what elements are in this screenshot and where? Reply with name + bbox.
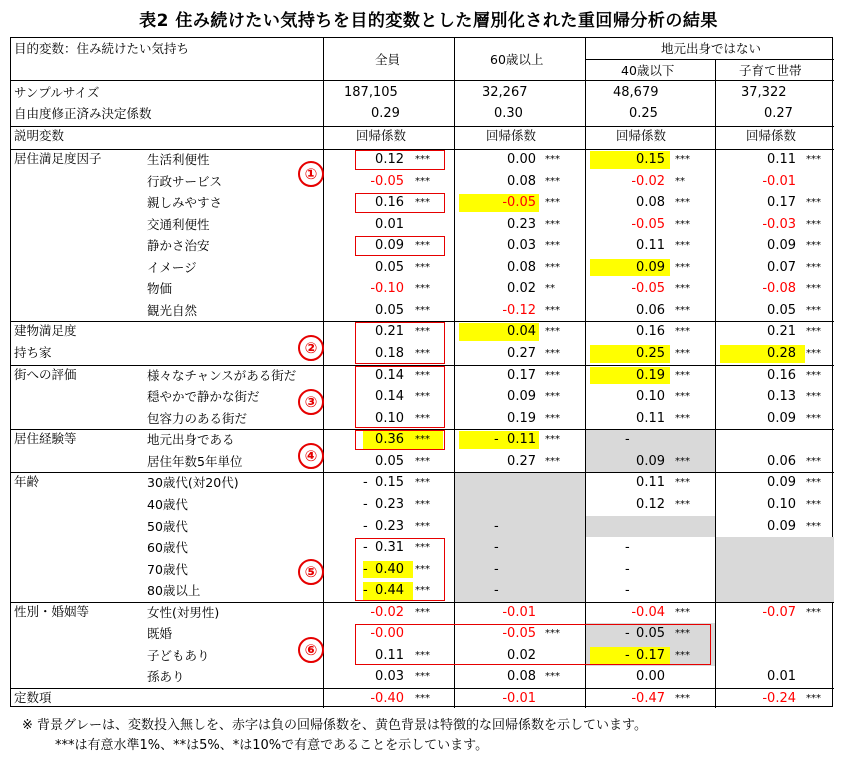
significance-stars: *** (545, 326, 560, 338)
significance-stars: *** (675, 326, 690, 338)
significance-stars: *** (675, 693, 690, 704)
coef-value: - (625, 432, 630, 448)
significance-stars: *** (415, 585, 430, 597)
emphasis-box (355, 322, 445, 363)
significance-stars: *** (415, 563, 430, 575)
coef-value: 0.21 (767, 324, 796, 340)
significance-stars: *** (545, 412, 560, 424)
significance-stars: *** (806, 606, 821, 618)
significance-stars: *** (675, 304, 690, 316)
coef-value: -0.08 (762, 281, 796, 297)
significance-stars: *** (675, 240, 690, 252)
significance-stars: *** (415, 175, 430, 187)
coef-header: 回帰係数 (486, 128, 537, 143)
coef-value: - (363, 583, 368, 599)
coef-value: 0.40 (375, 561, 404, 577)
emphasis-box (355, 193, 445, 213)
coef-value: - (363, 561, 368, 577)
significance-stars: *** (415, 326, 430, 338)
r2-value: 0.29 (371, 106, 400, 121)
group-label: 年齢 (14, 474, 40, 490)
column-all: 全員 (375, 52, 401, 67)
significance-stars: *** (415, 348, 430, 360)
coef-value: 0.08 (507, 669, 536, 685)
coef-value: - (625, 540, 630, 556)
significance-stars: *** (415, 283, 430, 295)
coef-value: 0.21 (375, 324, 404, 340)
column-divider (323, 38, 324, 708)
significance-stars: *** (806, 154, 821, 165)
significance-stars: *** (806, 197, 821, 209)
page-title: 表2 住み続けたい気持ちを目的変数とした層別化された重回帰分析の結果 (139, 11, 718, 31)
emphasis-box (355, 624, 711, 665)
coef-header: 回帰係数 (746, 128, 797, 143)
significance-stars: *** (415, 261, 430, 273)
emphasis-box (355, 236, 445, 256)
significance-stars: *** (415, 520, 430, 532)
coef-value: 0.02 (507, 281, 536, 297)
coef-value: -0.07 (762, 604, 796, 620)
r2-value: 0.30 (494, 106, 523, 121)
coef-value: 0.28 (767, 346, 796, 362)
significance-stars: *** (806, 283, 821, 295)
significance-stars: *** (415, 606, 430, 618)
coef-value: - (363, 540, 368, 556)
significance-stars: *** (806, 455, 821, 467)
group-label: 建物満足度 (14, 323, 77, 339)
coef-value: -0.05 (631, 281, 665, 297)
footnote-legend: ※ 背景グレーは、変数投入無しを、赤字は負の回帰係数を、黄色背景は特徴的な回帰係数を示しています。 (22, 718, 647, 733)
significance-stars: *** (806, 498, 821, 510)
no-variable-shade (586, 516, 715, 538)
circled-number: ② (298, 335, 324, 361)
coef-value: 0.06 (636, 302, 665, 318)
significance-stars: *** (545, 455, 560, 467)
coef-value: 0.36 (375, 432, 404, 448)
coef-value: -0.10 (370, 281, 404, 297)
significance-stars: *** (415, 693, 430, 704)
group-underline (585, 59, 834, 60)
column-60plus: 60歳以上 (490, 52, 544, 67)
no-variable-shade (455, 472, 585, 601)
coef-value: 0.01 (375, 216, 404, 232)
coef-value: 0.13 (767, 389, 796, 405)
coef-value: -0.00 (370, 626, 404, 642)
coef-value: - (494, 540, 499, 556)
coef-value: 0.09 (507, 389, 536, 405)
coef-value: 0.07 (767, 259, 796, 275)
coef-value: 0.16 (767, 367, 796, 383)
coef-value: 0.17 (767, 195, 796, 211)
coef-value: 0.11 (636, 238, 665, 254)
coef-value: 0.12 (636, 496, 665, 512)
coef-value: - (494, 518, 499, 534)
coef-value: - (625, 626, 630, 642)
coef-value: -0.01 (762, 173, 796, 189)
variable-label: 30歳代(対20代) (147, 475, 239, 491)
coef-value: 0.05 (375, 302, 404, 318)
variable-label: 物価 (147, 281, 173, 297)
coef-value: 0.08 (636, 195, 665, 211)
significance-stars: *** (545, 434, 560, 446)
row-divider (11, 472, 834, 473)
no-variable-shade (716, 537, 834, 602)
coef-value: -0.01 (502, 691, 536, 706)
variable-label: 交通利便性 (147, 216, 210, 232)
coef-value: 0.27 (507, 346, 536, 362)
significance-stars: *** (415, 197, 430, 209)
significance-stars: *** (806, 326, 821, 338)
significance-stars: *** (415, 154, 430, 165)
coef-value: 0.09 (767, 475, 796, 491)
regression-table (10, 37, 833, 707)
coef-value: -0.47 (631, 691, 665, 706)
coef-value: 0.23 (375, 496, 404, 512)
coef-value: 0.23 (375, 518, 404, 534)
coef-value: 0.17 (507, 367, 536, 383)
coef-value: 0.09 (636, 453, 665, 469)
significance-stars: *** (545, 671, 560, 683)
coef-value: -0.03 (762, 216, 796, 232)
coef-value: - (363, 518, 368, 534)
coef-value: -0.05 (502, 626, 536, 642)
significance-stars: *** (806, 412, 821, 424)
variable-label: 女性(対男性) (147, 604, 220, 620)
significance-stars: *** (675, 412, 690, 424)
coef-value: 0.17 (636, 647, 665, 663)
significance-stars: *** (675, 477, 690, 489)
significance-stars: *** (675, 455, 690, 467)
group-label: 持ち家 (14, 345, 52, 361)
significance-stars: *** (415, 542, 430, 554)
coef-value: 0.09 (767, 518, 796, 534)
variable-label: 地元出身である (147, 432, 235, 448)
significance-stars: *** (806, 693, 821, 704)
coef-value: 0.27 (507, 453, 536, 469)
coef-value: - (363, 475, 368, 491)
r2-label: 自由度修正済み決定係数 (14, 106, 152, 121)
circled-number: ⑥ (298, 637, 324, 663)
circled-number: ③ (298, 389, 324, 415)
significance-stars: *** (545, 261, 560, 273)
r2-value: 0.27 (764, 106, 793, 121)
sample-size-value: 48,679 (613, 85, 659, 100)
group-label: 居住満足度因子 (14, 151, 102, 166)
coef-value: 0.03 (375, 669, 404, 685)
target-variable-label: 目的変数：住み続けたい気持ち (14, 41, 190, 56)
coef-value: 0.01 (767, 669, 796, 685)
column-divider (715, 59, 716, 708)
coef-value: 0.10 (375, 410, 404, 426)
coef-value: -0.40 (370, 691, 404, 706)
coef-value: 0.16 (636, 324, 665, 340)
coef-value: 0.09 (767, 410, 796, 426)
significance-stars: *** (545, 304, 560, 316)
coef-value: 0.00 (636, 669, 665, 685)
coef-value: 0.10 (636, 389, 665, 405)
coef-value: 0.11 (636, 475, 665, 491)
row-divider (11, 126, 834, 127)
coef-value: -0.12 (502, 302, 536, 318)
coef-value: -0.02 (370, 604, 404, 620)
variable-label: 観光自然 (147, 302, 198, 318)
significance-stars: *** (415, 649, 430, 661)
significance-stars: *** (675, 261, 690, 273)
significance-stars: *** (545, 391, 560, 403)
coef-value: 0.05 (636, 626, 665, 642)
coef-value: 0.16 (375, 195, 404, 211)
coef-value: 0.02 (507, 647, 536, 663)
coef-value: 0.18 (375, 346, 404, 362)
footnote-significance: ***は有意水準1%、**は5%、*は10%で有意であることを示しています。 (55, 738, 489, 753)
coef-value: 0.11 (507, 432, 536, 448)
coef-value: -0.04 (631, 604, 665, 620)
significance-stars: *** (415, 391, 430, 403)
column-divider (454, 38, 455, 708)
significance-stars: *** (545, 240, 560, 252)
significance-stars: ** (545, 283, 555, 295)
variable-label: 40歳代 (147, 496, 188, 512)
coef-value: -0.05 (502, 195, 536, 211)
variable-label: イメージ (147, 259, 197, 275)
coef-value: 0.14 (375, 367, 404, 383)
circled-number: ④ (298, 443, 324, 469)
coef-value: - (625, 583, 630, 599)
row-divider (11, 602, 834, 603)
sample-size-value: 37,322 (741, 85, 787, 100)
coef-value: 0.10 (767, 496, 796, 512)
significance-stars: *** (545, 628, 560, 640)
coef-header: 回帰係数 (356, 128, 407, 143)
column-divider (585, 38, 586, 708)
group-label: 街への評価 (14, 366, 77, 382)
r2-value: 0.25 (629, 106, 658, 121)
significance-stars: *** (806, 348, 821, 360)
sample-size-value: 187,105 (344, 85, 398, 100)
coef-value: 0.15 (375, 475, 404, 491)
variable-label: 行政サービス (147, 173, 223, 189)
significance-stars: *** (415, 455, 430, 467)
coef-value: 0.08 (507, 259, 536, 275)
sample-size-value: 32,267 (482, 85, 528, 100)
variable-label: 70歳代 (147, 561, 188, 577)
significance-stars: *** (545, 348, 560, 360)
column-group-not-local: 地元出身ではない (661, 41, 762, 56)
coef-header: 回帰係数 (616, 128, 667, 143)
significance-stars: *** (675, 649, 690, 661)
emphasis-box (355, 430, 445, 450)
coef-value: 0.23 (507, 216, 536, 232)
significance-stars: *** (675, 369, 690, 381)
coef-value: 0.11 (767, 152, 796, 167)
coef-value: 0.05 (767, 302, 796, 318)
coef-value: 0.06 (767, 453, 796, 469)
coef-value: - (494, 561, 499, 577)
coef-value: 0.44 (375, 583, 404, 599)
coef-value: 0.31 (375, 540, 404, 556)
coef-value: 0.09 (636, 259, 665, 275)
variable-label: 居住年数5年単位 (147, 453, 243, 469)
variable-label: 60歳代 (147, 540, 188, 556)
coef-value: -0.05 (631, 216, 665, 232)
significance-stars: *** (806, 261, 821, 273)
column-child-household: 子育て世帯 (739, 63, 802, 78)
coef-value: 0.09 (767, 238, 796, 254)
significance-stars: *** (415, 240, 430, 252)
significance-stars: *** (415, 671, 430, 683)
variable-label: 子どもあり (147, 647, 210, 663)
significance-stars: *** (415, 369, 430, 381)
significance-stars: *** (675, 218, 690, 230)
coef-value: -0.01 (502, 604, 536, 620)
variable-label: 生活利便性 (147, 152, 210, 167)
coef-value: 0.14 (375, 389, 404, 405)
circled-number: ⑤ (298, 559, 324, 585)
significance-stars: *** (675, 391, 690, 403)
group-label: 定数項 (14, 690, 52, 705)
significance-stars: *** (545, 175, 560, 187)
variable-label: 静かさ治安 (147, 238, 210, 254)
significance-stars: *** (806, 240, 821, 252)
row-divider (11, 688, 834, 689)
significance-stars: *** (806, 520, 821, 532)
significance-stars: *** (545, 154, 560, 165)
variable-label: 50歳代 (147, 518, 188, 534)
significance-stars: *** (675, 154, 690, 165)
emphasis-box (355, 366, 445, 429)
coef-value: 0.05 (375, 259, 404, 275)
significance-stars: *** (415, 412, 430, 424)
coef-value: 0.00 (507, 152, 536, 167)
coef-value: 0.05 (375, 453, 404, 469)
explanatory-label: 説明変数 (14, 128, 65, 143)
coef-value: - (494, 583, 499, 599)
significance-stars: *** (415, 498, 430, 510)
significance-stars: *** (675, 348, 690, 360)
significance-stars: *** (675, 606, 690, 618)
group-label: 性別・婚姻等 (14, 603, 90, 619)
significance-stars: *** (415, 434, 430, 446)
coef-value: 0.12 (375, 152, 404, 167)
significance-stars: *** (675, 197, 690, 209)
significance-stars: *** (675, 498, 690, 510)
coef-value: 0.19 (507, 410, 536, 426)
significance-stars: *** (415, 477, 430, 489)
coef-value: 0.09 (375, 238, 404, 254)
significance-stars: *** (806, 477, 821, 489)
coef-value: -0.24 (762, 691, 796, 706)
row-divider (11, 80, 834, 81)
coef-value: 0.03 (507, 238, 536, 254)
circled-number: ① (298, 161, 324, 187)
coef-value: 0.15 (636, 152, 665, 167)
coef-value: 0.11 (636, 410, 665, 426)
variable-label: 親しみやすさ (147, 195, 223, 211)
emphasis-box (355, 150, 445, 170)
variable-label: 様々なチャンスがある街だ (147, 367, 297, 383)
significance-stars: *** (675, 283, 690, 295)
coef-value: 0.25 (636, 346, 665, 362)
significance-stars: *** (806, 391, 821, 403)
coef-value: - (494, 432, 499, 448)
significance-stars: *** (806, 369, 821, 381)
coef-value: 0.19 (636, 367, 665, 383)
significance-stars: *** (545, 197, 560, 209)
significance-stars: *** (545, 218, 560, 230)
variable-label: 80歳以上 (147, 583, 201, 599)
significance-stars: *** (415, 304, 430, 316)
variable-label: 穏やかで静かな街だ (147, 389, 260, 405)
coef-value: -0.05 (370, 173, 404, 189)
significance-stars: *** (806, 304, 821, 316)
significance-stars: *** (675, 628, 690, 640)
variable-label: 包容力のある街だ (147, 410, 248, 426)
sample-size-label: サンプルサイズ (14, 85, 100, 100)
coef-value: - (363, 496, 368, 512)
coef-value: - (625, 561, 630, 577)
column-40under: 40歳以下 (621, 63, 675, 78)
coef-value: 0.04 (507, 324, 536, 340)
coef-value: - (625, 647, 630, 663)
coef-value: 0.08 (507, 173, 536, 189)
variable-label: 既婚 (147, 626, 173, 642)
coef-value: -0.02 (631, 173, 665, 189)
significance-stars: ** (675, 175, 685, 187)
significance-stars: *** (806, 218, 821, 230)
group-label: 居住経験等 (14, 431, 77, 447)
coef-value: 0.11 (375, 647, 404, 663)
significance-stars: *** (545, 369, 560, 381)
emphasis-box (355, 538, 445, 601)
variable-label: 孫あり (147, 669, 185, 685)
